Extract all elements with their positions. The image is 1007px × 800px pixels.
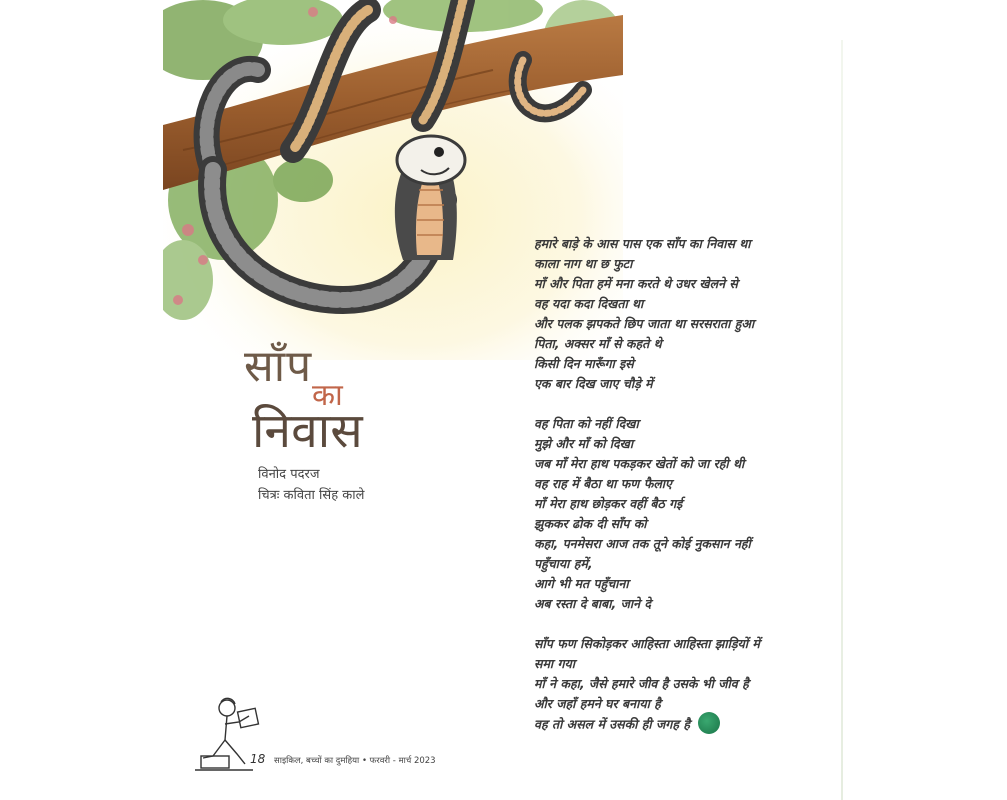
poem-line-text: वह तो असल में उसकी ही जगह है: [534, 716, 690, 732]
author-name: विनोद पदरज: [258, 467, 320, 482]
poem-line: मुझे और माँ को दिखा: [534, 436, 634, 451]
poem-line: काला नाग था छ फुटा: [534, 256, 633, 271]
poem-stanza-2: [534, 414, 834, 614]
poem-line: और जहाँ हमने घर बनाया है: [534, 696, 661, 711]
poem-line: जब माँ मेरा हाथ पकड़कर खेतों को जा रही थी: [534, 456, 745, 471]
poem-line: समा गया: [534, 656, 576, 671]
title-word-ka: का: [312, 378, 343, 413]
poem-title: [244, 341, 404, 465]
title-word-nivas: निवास: [252, 403, 363, 459]
poem-line: वह यदा कदा दिखता था: [534, 296, 644, 311]
poem-body: [534, 234, 834, 756]
poem-line: आगे भी मत पहुँचाना: [534, 576, 629, 591]
poem-line: एक बार दिख जाए चौड़े में: [534, 376, 653, 391]
poem-line: अब रस्ता दे बाबा, जाने दे: [534, 596, 652, 611]
poem-line: माँ मेरा हाथ छोड़कर वहीं बैठ गई: [534, 496, 683, 511]
poem-line: कहा, पनमेसरा आज तक तूने कोई नुकसान नहीं: [534, 536, 751, 551]
poem-stanza-3: [534, 634, 834, 736]
poem-line: हमारे बाड़े के आस पास एक साँप का निवास था: [534, 236, 751, 251]
poem-line: पिता, अक्सर माँ से कहते थे: [534, 336, 662, 351]
poem-line: वह राह में बैठा था फण फैलाए: [534, 476, 672, 491]
green-leaf-blob-icon: [698, 712, 720, 734]
poem-line: किसी दिन मारूँगा इसे: [534, 356, 634, 371]
illustrator-credit: चित्रः कविता सिंह काले: [258, 488, 365, 503]
poem-line: और पलक झपकते छिप जाता था सरसराता हुआ: [534, 316, 755, 331]
poem-line-last: [534, 714, 834, 736]
poem-line: वह पिता को नहीं दिखा: [534, 416, 639, 431]
footer-publication-info: साइकिल, बच्चों का दुमहिया • फरवरी - मार्च 2023: [274, 756, 436, 766]
title-word-saanp: साँप: [244, 341, 313, 392]
poem-line: माँ ने कहा, जैसे हमारे जीव है उसके भी जीव है: [534, 676, 749, 691]
poem-line: पहुँचाया हमें,: [534, 556, 593, 571]
page-number: 18: [250, 752, 266, 766]
poem-line: माँ और पिता हमें मना करते थे उधर खेलने से: [534, 276, 738, 291]
poem-line: साँप फण सिकोड़कर आहिस्ता आहिस्ता झाड़ियों में: [534, 636, 760, 651]
page-edge-divider: [841, 40, 843, 800]
poem-line: झुककर ढोक दी साँप को: [534, 516, 647, 531]
poem-stanza-1: [534, 234, 834, 394]
